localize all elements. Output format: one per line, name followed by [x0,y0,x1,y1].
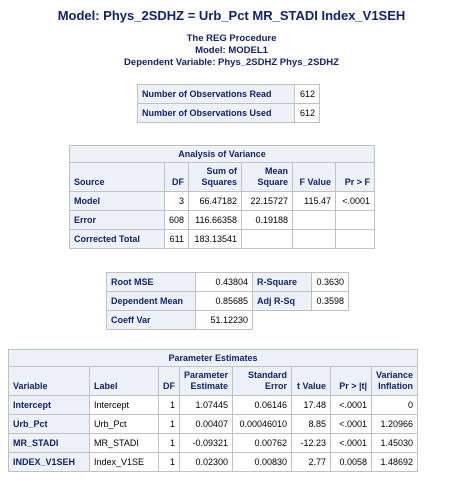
root-mse-value: 0.43804 [196,273,253,292]
table-row [107,292,349,311]
table-row [107,311,349,330]
param-vif: 1.20966 [372,415,418,434]
anova-header-p: Pr > F [336,163,375,192]
procedure-header [0,33,463,69]
param-label: Urb_Pct [90,415,159,434]
root-mse-label: Root MSE [107,273,196,292]
dependent-variable: Dependent Variable: Phys_2SDHZ Phys_2SDHZ [124,57,339,68]
param-t: 17.48 [292,396,331,415]
param-label: Intercept [90,396,159,415]
anova-df: 611 [165,230,189,249]
anova-ss: 66.47182 [189,192,242,211]
anova-header-ms [242,163,293,192]
rsq-value: 0.3630 [312,273,349,292]
anova-header-source: Source [70,163,165,192]
params-header-vif-line1: Variance [376,370,414,380]
procedure-name: The REG Procedure [186,33,277,44]
param-t: 2.77 [292,453,331,472]
table-row [9,434,418,453]
params-header-se [233,367,292,396]
params-header-vif [372,367,418,396]
param-vif: 1.45030 [372,434,418,453]
param-se: 0.00830 [233,453,292,472]
observations-table [137,84,320,123]
params-header-estimate-line2: Estimate [190,381,229,391]
anova-header-row [70,163,375,192]
param-p: <.0001 [331,415,372,434]
params-header-df: DF [159,367,180,396]
param-variable: INDEX_V1SEH [9,453,90,472]
adj-rsq-value: 0.3598 [312,292,349,311]
anova-p: <.0001 [336,192,375,211]
table-row [70,211,375,230]
dep-mean-label: Dependent Mean [107,292,196,311]
anova-p [336,230,375,249]
param-label: MR_STADI [90,434,159,453]
table-row [9,396,418,415]
param-t: 8.85 [292,415,331,434]
param-variable: Urb_Pct [9,415,90,434]
obs-read-value: 612 [295,85,320,104]
params-caption: Parameter Estimates [9,350,418,367]
table-row [9,415,418,434]
param-df: 1 [159,453,180,472]
params-header-p: Pr > |t| [331,367,372,396]
params-header-estimate [180,367,233,396]
anova-header-f: F Value [293,163,336,192]
obs-used-value: 612 [295,104,320,123]
anova-ss: 183.13541 [189,230,242,249]
page-title: Model: Phys_2SDHZ = Urb_Pct MR_STADI Index_V1SEH [57,8,406,23]
params-header-t: t Value [292,367,331,396]
param-p: 0.0058 [331,453,372,472]
params-header-se-line1: Standard [248,370,288,380]
params-header-se-line2: Error [265,381,288,391]
param-estimate: -0.09321 [180,434,233,453]
param-se: 0.00762 [233,434,292,453]
params-header-estimate-line1: Parameter [184,370,229,380]
cv-value: 51.12230 [196,311,253,330]
param-vif: 0 [372,396,418,415]
rsq-label: R-Square [253,273,312,292]
param-estimate: 1.07445 [180,396,233,415]
anova-p [336,211,375,230]
anova-ms: 0.19188 [242,211,293,230]
model-name: Model: MODEL1 [195,45,268,56]
anova-f: 115.47 [293,192,336,211]
params-header-variable: Variable [9,367,90,396]
params-header-row [9,367,418,396]
adj-rsq-label: Adj R-Sq [253,292,312,311]
param-t: -12.23 [292,434,331,453]
table-row [107,273,349,292]
anova-df: 3 [165,192,189,211]
param-df: 1 [159,434,180,453]
anova-header-ss [189,163,242,192]
parameter-estimates-table [8,349,418,472]
anova-source: Model [70,192,165,211]
anova-f [293,211,336,230]
param-variable: Intercept [9,396,90,415]
params-header-vif-line2: Inflation [378,381,414,391]
dep-mean-value: 0.85685 [196,292,253,311]
anova-source: Corrected Total [70,230,165,249]
fit-statistics-table [106,272,349,330]
anova-header-ms-line1: Mean [265,166,289,176]
table-row [9,453,418,472]
param-vif: 1.48692 [372,453,418,472]
anova-header-ss-line1: Sum of [206,166,238,176]
param-label: Index_V1SE [90,453,159,472]
param-p: <.0001 [331,434,372,453]
param-estimate: 0.02300 [180,453,233,472]
anova-caption: Analysis of Variance [70,146,375,163]
anova-ss: 116.66358 [189,211,242,230]
param-estimate: 0.00407 [180,415,233,434]
table-row [138,104,320,123]
cv-label: Coeff Var [107,311,196,330]
anova-ms [242,230,293,249]
param-se: 0.06146 [233,396,292,415]
anova-df: 608 [165,211,189,230]
anova-header-df: DF [165,163,189,192]
anova-header-ms-line2: Square [257,177,289,187]
anova-header-ss-line2: Squares [201,177,238,187]
param-se: 0.00046010 [233,415,292,434]
table-row [70,192,375,211]
anova-f [293,230,336,249]
param-df: 1 [159,415,180,434]
param-df: 1 [159,396,180,415]
table-row [138,85,320,104]
obs-read-label: Number of Observations Read [138,85,295,104]
anova-table [69,145,375,249]
param-p: <.0001 [331,396,372,415]
anova-ms: 22.15727 [242,192,293,211]
param-variable: MR_STADI [9,434,90,453]
anova-source: Error [70,211,165,230]
params-header-label: Label [90,367,159,396]
obs-used-label: Number of Observations Used [138,104,295,123]
table-row [70,230,375,249]
